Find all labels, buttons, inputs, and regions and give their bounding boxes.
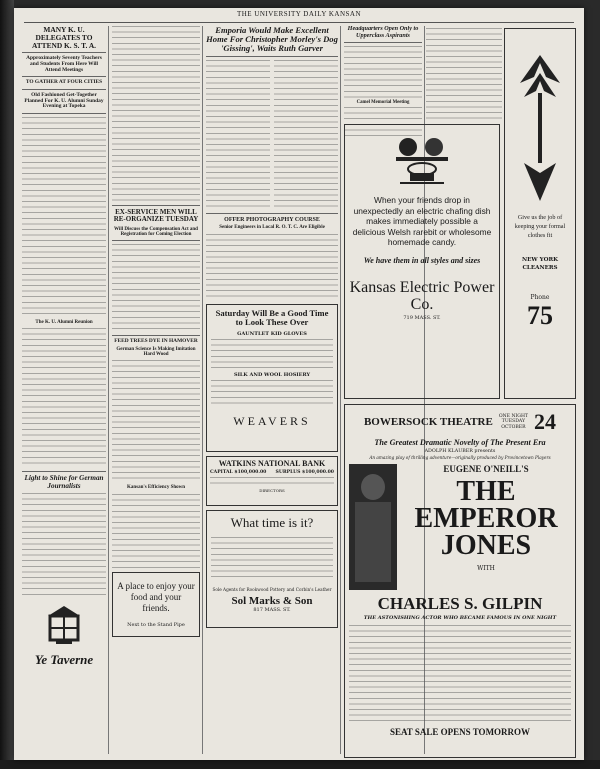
sol-marks-address: 817 MASS. ST. — [253, 606, 291, 613]
article-body — [206, 60, 270, 210]
masthead-title: THE UNIVERSITY DAILY KANSAN — [236, 10, 362, 18]
article-body — [274, 60, 338, 210]
one-night-label: ONE NIGHT — [498, 413, 529, 419]
article-body — [344, 46, 422, 98]
restaurant-ad-location: Next to the Stand Pipe — [127, 621, 185, 628]
bowersock-theatre-ad — [344, 404, 576, 758]
column-1 — [22, 26, 106, 754]
lantern-icon — [42, 604, 86, 648]
restaurant-ad-text: A place to enjoy your food and your friends. — [117, 580, 195, 613]
bank-capital: CAPITAL $100,000.00 — [210, 469, 267, 475]
col2-headline: EX-SERVICE MEN WILL RE-ORGANIZE TUESDAY — [113, 208, 199, 224]
page-edge-left — [0, 0, 14, 769]
play-author: EUGENE O'NEILL'S — [443, 464, 529, 474]
with-label: WITH — [477, 565, 495, 572]
weavers-name: WEAVERS — [233, 413, 311, 428]
phone-label: Phone — [530, 294, 550, 301]
seat-sale-notice: SEAT SALE OPENS TOMORROW — [389, 727, 531, 737]
restaurant-ad — [112, 572, 200, 637]
weavers-headline: Saturday Will Be a Good Time to Look These Over — [215, 307, 329, 327]
play-title: THE EMPEROR JONES — [414, 476, 558, 561]
new-york-cleaners-ad — [504, 28, 576, 399]
col4-headline-2: Camel Memorial Meeting — [356, 100, 410, 105]
weavers-subhead: GAUNTLET KID GLOVES — [237, 330, 307, 337]
article-body — [112, 26, 200, 202]
col2-headline-2: FEED TREES DYE IN HAMOVER — [114, 338, 198, 345]
article-body — [22, 493, 106, 599]
sol-marks-store: Sol Marks & Son — [231, 594, 313, 607]
column-4 — [344, 26, 422, 138]
col2-headline-3: Kansan's Efficiency Shown — [126, 485, 186, 491]
weekday-label: TUESDAY — [501, 419, 526, 425]
article-body — [206, 234, 338, 300]
column-rule — [202, 26, 203, 754]
star-name: CHARLES S. GILPIN — [377, 594, 543, 613]
ad-body — [211, 537, 333, 581]
phone-number: 75 — [527, 301, 553, 330]
newspaper-page — [14, 8, 584, 760]
weavers-subhead: SILK AND WOOL HOSIERY — [233, 371, 311, 378]
time-headline: What time is it? — [230, 514, 314, 530]
col1-deck: TO GATHER AT FOUR CITIES — [25, 79, 103, 86]
col3-headline: Emporia Would Make Excellent Home For Christopher Morley's Dog 'Gissing', Waits Ruth Garver — [206, 26, 338, 54]
article-body — [112, 494, 200, 568]
col1-headline: MANY K. U. DELEGATES TO ATTEND K. S. T. A. — [31, 26, 97, 50]
show-date: 24 — [534, 409, 557, 434]
cleaners-name: NEW YORK CLEANERS — [522, 257, 558, 271]
electric-ad-body: When your friends drop in unexpectedly an electric chafing dish makes immediately possible a delicious Welsh rarebit or wholesome homemade candy. — [352, 195, 492, 248]
ad-body — [211, 339, 333, 369]
weavers-ad — [206, 304, 338, 452]
ad-body — [349, 625, 571, 723]
column-rule — [340, 26, 341, 754]
article-body — [112, 360, 200, 482]
ad-body — [211, 380, 333, 408]
article-body — [426, 28, 502, 120]
kansas-electric-ad — [344, 124, 500, 399]
watkins-bank-ad — [206, 456, 338, 506]
column-2 — [112, 26, 200, 754]
show-producer-sub: An amazing play of thrilling adventure—originally produced by Provincetown Players — [369, 455, 551, 460]
arrow-icon — [516, 53, 564, 203]
bank-name: WATKINS NATIONAL BANK — [218, 458, 326, 468]
bank-surplus: SURPLUS $100,000.00 — [275, 469, 334, 475]
star-tagline: THE ASTONISHING ACTOR WHO BECAME FAMOUS IN ONE NIGHT — [363, 615, 557, 621]
tavern-name: Ye Taverne — [34, 652, 94, 668]
col1-deck: Old Fashioned Get-Together Planned For K. U. Alumni Sunday Evening at Topeka — [24, 91, 104, 110]
bank-directors: DIRECTORS — [259, 487, 285, 493]
ad-body — [210, 477, 334, 488]
col2-deck: Will Discuss the Compensation Act and Registration for Coming Election — [114, 226, 198, 237]
col1-deck: Approximately Seventy Teachers and Students From Here Will Attend Meetings — [26, 55, 102, 73]
col4-headline: Headquarters Open Only to Upperclass Aspirants — [347, 26, 419, 39]
article-body — [112, 244, 200, 332]
article-body — [22, 328, 106, 468]
col3-deck-2: Senior Engineers in Local R. O. T. C. Are Eligible — [219, 225, 325, 231]
column-3 — [206, 26, 338, 754]
column-rule — [108, 26, 109, 754]
col3-headline-2: OFFER PHOTOGRAPHY COURSE — [224, 217, 320, 224]
theatre-name: BOWERSOCK THEATRE — [363, 416, 493, 428]
sol-marks-agents: Sole Agents for Rookwood Pottery and Corbin's Leather — [212, 586, 332, 592]
col1-subhead: The K. U. Alumni Reunion — [35, 320, 93, 325]
article-body — [22, 117, 106, 317]
electric-company-name: Kansas Electric Power Co. — [349, 278, 495, 313]
show-tagline: The Greatest Dramatic Novelty of The Present Era — [374, 438, 546, 447]
chafing-dish-illustration — [390, 129, 454, 189]
col2-deck-2: German Science Is Making Imitation Hard Wood — [116, 346, 196, 358]
month-label: OCTOBER — [501, 424, 526, 430]
col1-headline-2: Light to Shine for German Journalists — [24, 474, 104, 490]
masthead — [24, 10, 574, 23]
electric-ad-styles: We have them in all styles and sizes — [363, 255, 481, 265]
page-edge-bottom — [0, 760, 600, 769]
tavern-ad — [22, 604, 106, 668]
sol-marks-ad — [206, 510, 338, 628]
show-producer: ADOLPH KLAUBER presents — [424, 449, 496, 454]
cleaners-tagline: Give us the job of keeping your formal clothes fit — [514, 214, 566, 239]
electric-company-address: 719 MASS. ST. — [403, 314, 441, 321]
actor-portrait — [349, 464, 397, 590]
